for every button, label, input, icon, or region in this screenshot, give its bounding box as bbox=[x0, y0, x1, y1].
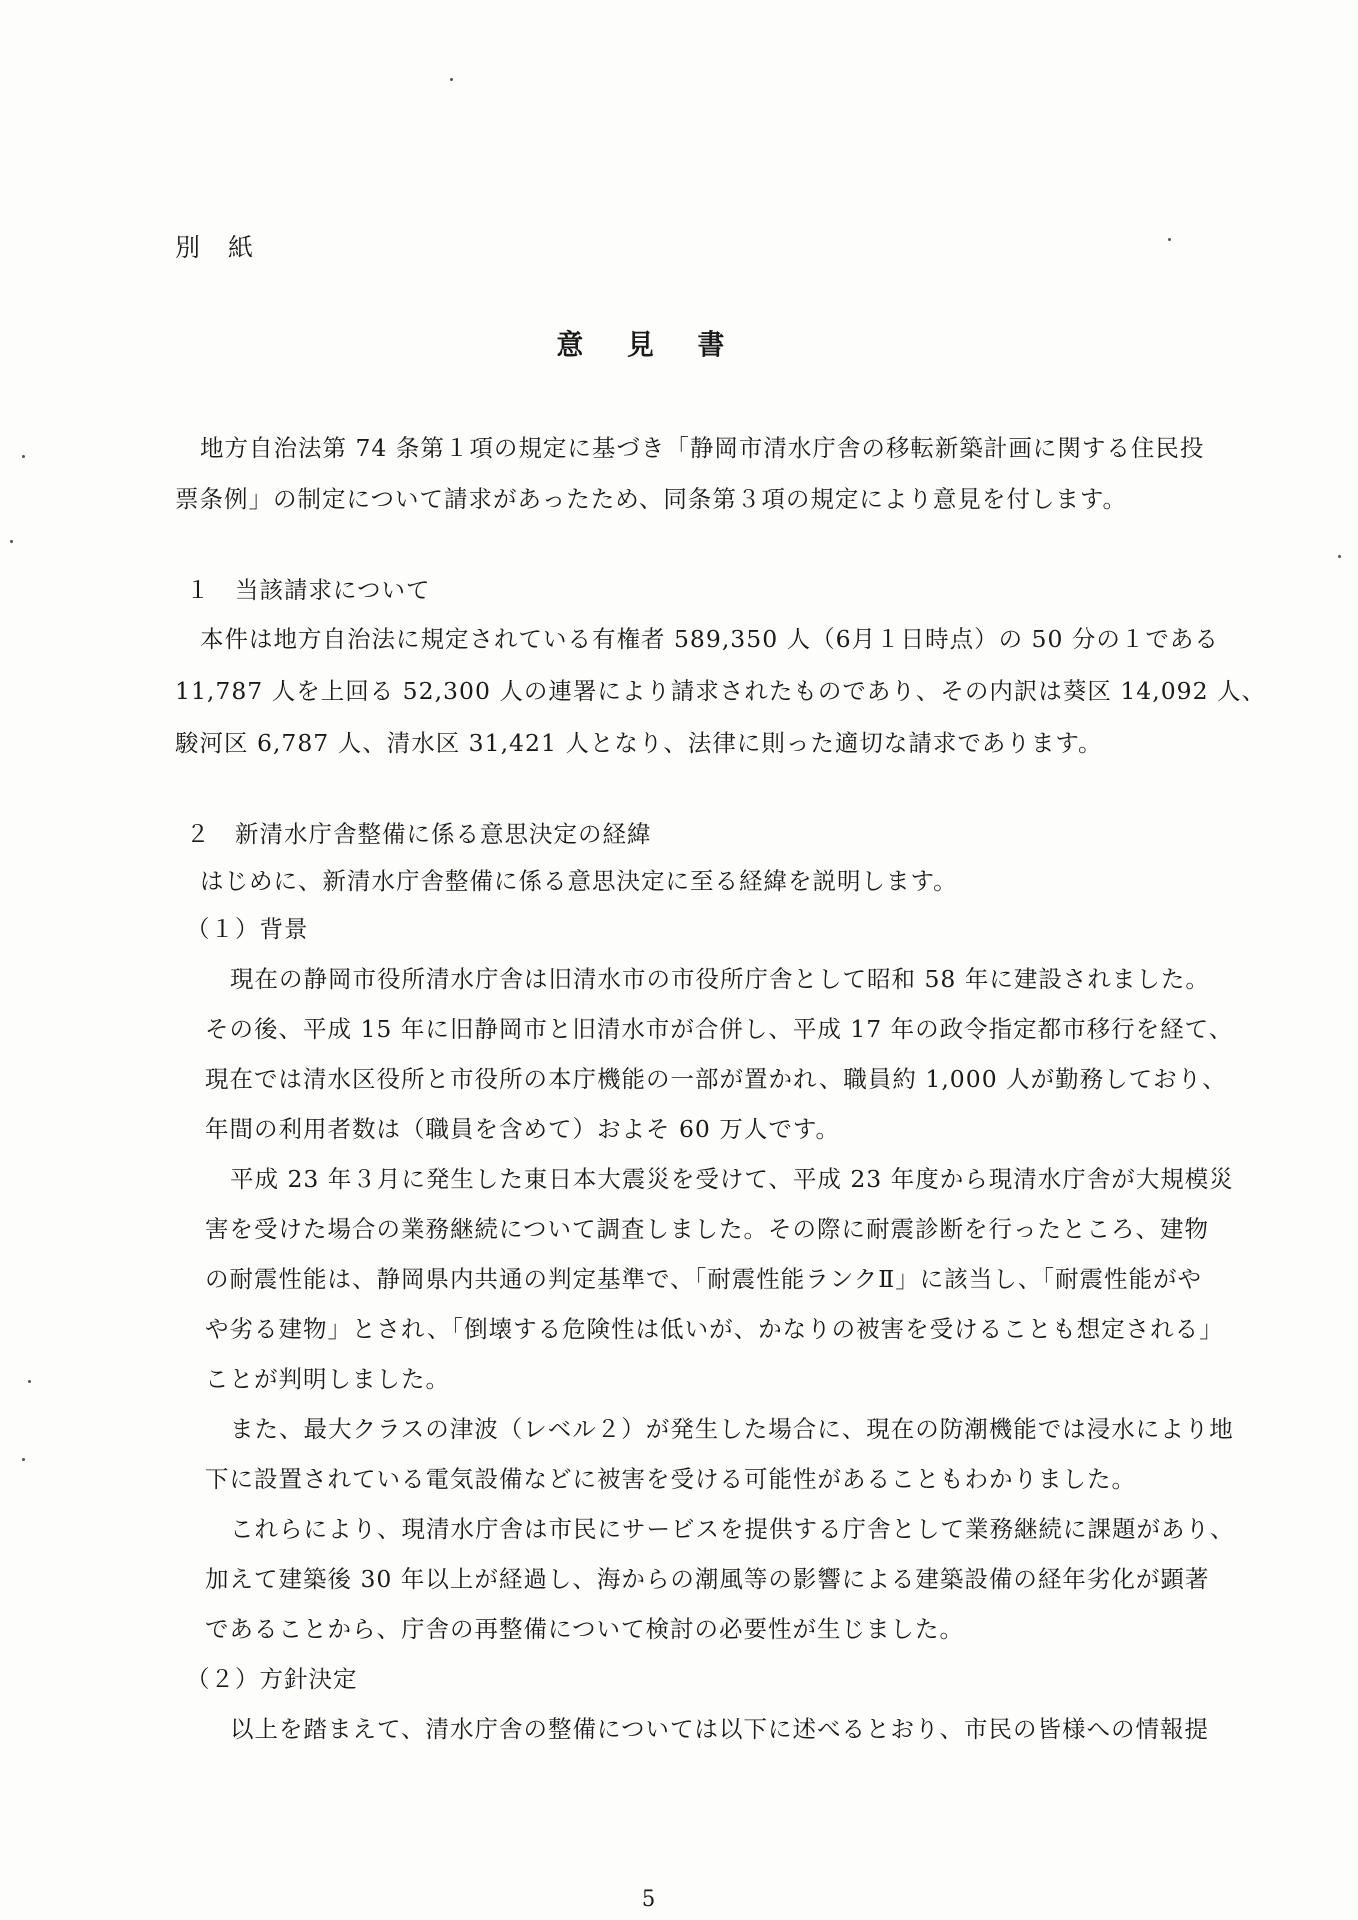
background-line-13: 加えて建築後 30 年以上が経過し、海からの潮風等の影響による建築設備の経年劣化が顕著 bbox=[205, 1565, 1210, 1593]
background-line-8: や劣る建物」とされ、「倒壊する危険性は低いが、かなりの被害を受けることも想定される」 bbox=[205, 1315, 1224, 1343]
background-line-5: 平成 23 年３月に発生した東日本大震災を受けて、平成 23 年度から現清水庁舎が大規模災 bbox=[230, 1165, 1234, 1193]
subsection-2-heading: （２）方針決定 bbox=[186, 1665, 358, 1693]
document-title: 意 見 書 bbox=[556, 328, 742, 361]
policy-line-1: 以上を踏まえて、清水庁舎の整備については以下に述べるとおり、市民の皆様への情報提 bbox=[230, 1715, 1210, 1743]
intro-line-2: 票条例」の制定について請求があったため、同条第３項の規定により意見を付します。 bbox=[175, 485, 1127, 513]
background-line-3: 現在では清水区役所と市役所の本庁機能の一部が置かれ、職員約 1,000 人が勤務しており、 bbox=[205, 1065, 1227, 1093]
background-line-12: これらにより、現清水庁舎は市民にサービスを提供する庁舎として業務継続に課題があり、 bbox=[230, 1515, 1235, 1543]
scan-speck bbox=[450, 78, 453, 81]
section-2-heading: ２ 新清水庁舎整備に係る意思決定の経緯 bbox=[186, 820, 652, 848]
attachment-label: 別 紙 bbox=[175, 233, 263, 262]
scan-speck bbox=[10, 540, 13, 543]
scan-speck bbox=[22, 1458, 25, 1461]
section-2-intro: はじめに、新清水庁舎整備に係る意思決定に至る経緯を説明します。 bbox=[200, 867, 958, 895]
section-1-line-1: 本件は地方自治法に規定されている有権者 589,350 人（6月１日時点）の 50 分の１である bbox=[200, 625, 1219, 653]
section-1-heading: １ 当該請求について bbox=[186, 576, 431, 604]
background-line-6: 害を受けた場合の業務継続について調査しました。その際に耐震診断を行ったところ、建物 bbox=[205, 1215, 1210, 1243]
background-line-14: であることから、庁舎の再整備について検討の必要性が生じました。 bbox=[205, 1615, 965, 1643]
scan-speck bbox=[28, 1380, 31, 1383]
scan-speck bbox=[22, 455, 25, 458]
page-number: 5 bbox=[641, 1887, 657, 1912]
scan-speck bbox=[1168, 238, 1171, 241]
background-line-9: ことが判明しました。 bbox=[205, 1365, 450, 1393]
background-line-11: 下に設置されている電気設備などに被害を受ける可能性があることもわかりました。 bbox=[205, 1465, 1136, 1493]
background-line-4: 年間の利用者数は（職員を含めて）およそ 60 万人です。 bbox=[205, 1115, 840, 1143]
background-line-10: また、最大クラスの津波（レベル２）が発生した場合に、現在の防潮機能では浸水により地 bbox=[230, 1415, 1234, 1443]
intro-line-1: 地方自治法第 74 条第１項の規定に基づき「静岡市清水庁舎の移転新築計画に関する住民投 bbox=[200, 434, 1205, 462]
scan-speck bbox=[1338, 555, 1341, 558]
background-line-7: の耐震性能は、静岡県内共通の判定基準で、「耐震性能ランクⅡ」に該当し、「耐震性能がや bbox=[205, 1265, 1203, 1293]
subsection-1-heading: （１）背景 bbox=[186, 915, 309, 943]
background-line-1: 現在の静岡市役所清水庁舎は旧清水市の市役所庁舎として昭和 58 年に建設されました。 bbox=[230, 965, 1210, 993]
section-1-line-2: 11,787 人を上回る 52,300 人の連署により請求されたものであり、その内訳は葵区 14,092 人、 bbox=[175, 677, 1267, 705]
section-1-line-3: 駿河区 6,787 人、清水区 31,421 人となり、法律に則った適切な請求であります。 bbox=[175, 729, 1103, 757]
background-line-2: その後、平成 15 年に旧静岡市と旧清水市が合併し、平成 17 年の政令指定都市移行を経て、 bbox=[205, 1015, 1234, 1043]
